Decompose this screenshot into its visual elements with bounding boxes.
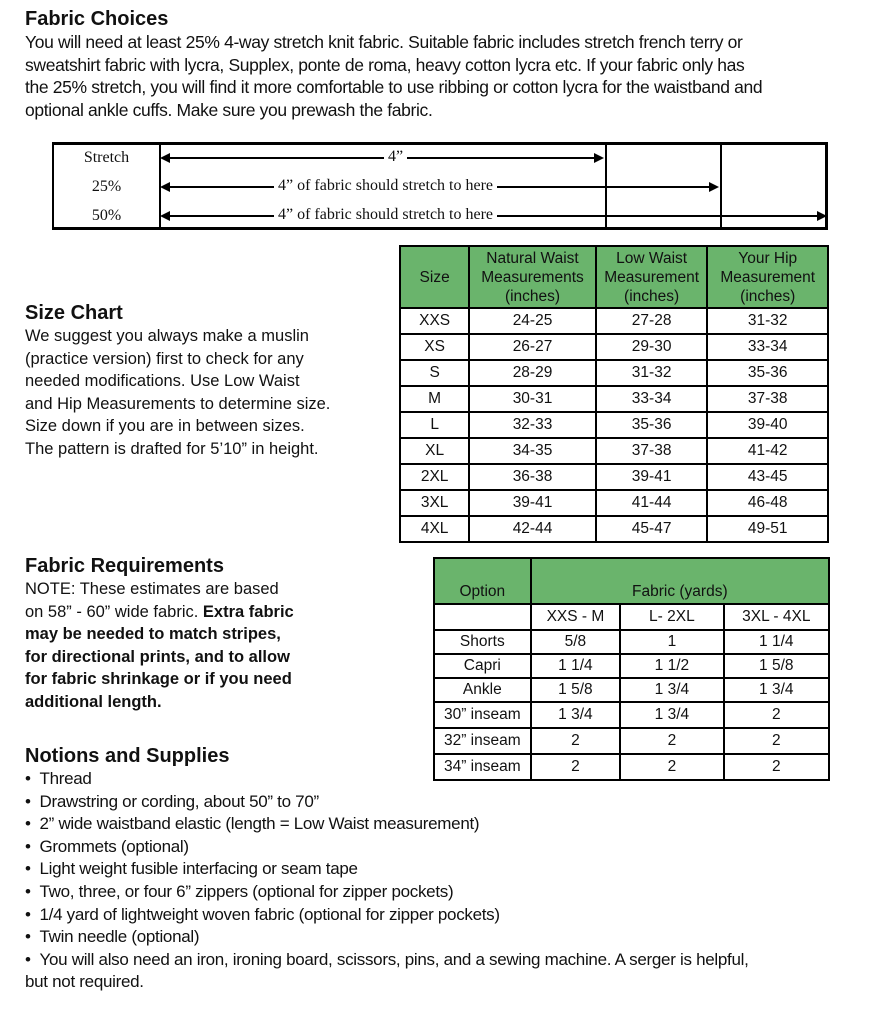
bullet-icon: •	[25, 814, 40, 834]
bullet-icon: •	[25, 949, 40, 969]
table-row: L 32-33 35-36 39-40	[400, 412, 828, 438]
arrow-right-icon	[709, 182, 719, 192]
arrow-label: 4” of fabric should stretch to here	[274, 205, 497, 225]
notion-item: • 2” wide waistband elastic (length = Low Waist measurement)	[25, 814, 480, 834]
size-chart-table	[399, 245, 829, 543]
notion-item: • You will also need an iron, ironing board, scissors, pins, and a sewing machine. A serger is helpful,	[25, 949, 749, 969]
size-chart-line: and Hip Measurements to determine size.	[25, 394, 331, 413]
size-chart-line: Size down if you are in between sizes.	[25, 417, 305, 435]
stretch-guide	[52, 142, 828, 230]
fabric-choices-line: optional ankle cuffs. Make sure you prewash the fabric.	[25, 99, 433, 120]
stretch-label-25: 25%	[91, 178, 122, 195]
arrow-4in	[162, 148, 602, 165]
bullet-icon: •	[25, 927, 40, 947]
size-chart-heading: Size Chart	[25, 302, 123, 324]
table-row: 34” inseam 2 2 2	[434, 754, 829, 780]
size-table-header	[400, 246, 828, 308]
table-row: S 28-29 31-32 35-36	[400, 360, 828, 386]
size-chart-line: The pattern is drafted for 5’10” in height.	[25, 439, 319, 458]
stretch-label: Stretch	[83, 149, 130, 166]
fabric-choices-line: You will need at least 25% 4-way stretch knit fabric. Suitable fabric includes stretch french terry or	[25, 32, 743, 52]
table-row: 32” inseam 2 2 2	[434, 728, 829, 754]
fabric-note-bold-line: for directional prints, and to allow	[25, 647, 290, 666]
fabric-note-bold-line: additional length.	[25, 692, 162, 711]
stretch-label-column	[54, 145, 161, 227]
size-group: XXS - M	[531, 604, 621, 630]
fabric-requirements-heading: Fabric Requirements	[25, 555, 224, 577]
table-row: XS 26-27 29-30 33-34	[400, 334, 828, 360]
header-hip: Your Hip Measurement (inches)	[707, 246, 828, 308]
bullet-icon: •	[25, 769, 40, 788]
notions-section	[25, 745, 875, 994]
table-row: XXS 24-25 27-28 31-32	[400, 308, 828, 334]
header-fabric-yards: Fabric (yards)	[531, 558, 829, 604]
size-chart-line: (practice version) first to check for any	[25, 349, 304, 368]
arrow-left-icon	[160, 182, 170, 192]
bullet-icon: •	[25, 859, 40, 879]
arrow-label: 4”	[384, 147, 407, 167]
notions-heading: Notions and Supplies	[25, 745, 230, 767]
arrow-right-icon	[594, 153, 604, 163]
bullet-icon: •	[25, 836, 40, 856]
fabric-note-line: on 58” - 60” wide fabric. Extra fabric	[25, 602, 294, 621]
fabric-note-bold-line: for fabric shrinkage or if you need	[25, 670, 292, 688]
fabric-requirements-section	[25, 555, 294, 713]
fabric-choices-line: sweatshirt fabric with lycra, Supplex, ponte de roma, heavy cotton lycra etc. If your fabric only has	[25, 54, 745, 75]
bullet-icon: •	[25, 791, 40, 811]
arrow-label: 4” of fabric should stretch to here	[274, 176, 497, 196]
fabric-note-bold-line: may be needed to match stripes,	[25, 625, 281, 643]
notion-item: • Two, three, or four 6” zippers (optional for zipper pockets)	[25, 881, 454, 901]
fabric-choices-section	[25, 8, 762, 121]
table-row: Shorts 5/8 1 1 1/4	[434, 630, 829, 654]
arrow-25	[162, 177, 717, 194]
notion-item: • Thread	[25, 769, 92, 788]
notion-item: • Grommets (optional)	[25, 836, 189, 856]
notion-item: • 1/4 yard of lightweight woven fabric (optional for zipper pockets)	[25, 904, 500, 924]
header-size: Size	[400, 246, 469, 308]
header-option: Option	[434, 558, 531, 604]
notion-item-continuation: but not required.	[25, 972, 144, 992]
stretch-label-50: 50%	[91, 207, 122, 224]
header-low-waist: Low Waist Measurement (inches)	[596, 246, 708, 308]
arrow-right-icon	[817, 211, 827, 221]
table-row: XL 34-35 37-38 41-42	[400, 438, 828, 464]
arrow-50	[162, 206, 825, 223]
notion-item: • Light weight fusible interfacing or seam tape	[25, 859, 358, 879]
arrow-left-icon	[160, 153, 170, 163]
size-chart-line: needed modifications. Use Low Waist	[25, 372, 300, 390]
size-chart-line: We suggest you always make a muslin	[25, 327, 309, 345]
table-row: 4XL 42-44 45-47 49-51	[400, 516, 828, 542]
notion-item: • Drawstring or cording, about 50” to 70”	[25, 791, 319, 811]
table-row: Ankle 1 5/8 1 3/4 1 3/4	[434, 678, 829, 702]
table-row: 2XL 36-38 39-41 43-45	[400, 464, 828, 490]
fabric-table-header	[434, 558, 829, 604]
fabric-choices-heading: Fabric Choices	[25, 8, 169, 30]
fabric-choices-line: the 25% stretch, you will find it more comfortable to use ribbing or cotton lycra for the waistband and	[25, 77, 763, 97]
size-group-row	[434, 604, 829, 630]
bullet-icon: •	[25, 904, 40, 924]
size-group: 3XL - 4XL	[724, 604, 829, 630]
header-natural-waist: Natural Waist Measurements (inches)	[469, 246, 596, 308]
table-row: 3XL 39-41 41-44 46-48	[400, 490, 828, 516]
bullet-icon: •	[25, 881, 40, 901]
table-row: M 30-31 33-34 37-38	[400, 386, 828, 412]
fabric-note-line: NOTE: These estimates are based	[25, 580, 279, 598]
table-row: 30” inseam 1 3/4 1 3/4 2	[434, 702, 829, 728]
notion-item: • Twin needle (optional)	[25, 927, 200, 947]
size-chart-section	[25, 302, 330, 460]
arrow-left-icon	[160, 211, 170, 221]
table-row: Capri 1 1/4 1 1/2 1 5/8	[434, 654, 829, 678]
size-group: L- 2XL	[620, 604, 723, 630]
